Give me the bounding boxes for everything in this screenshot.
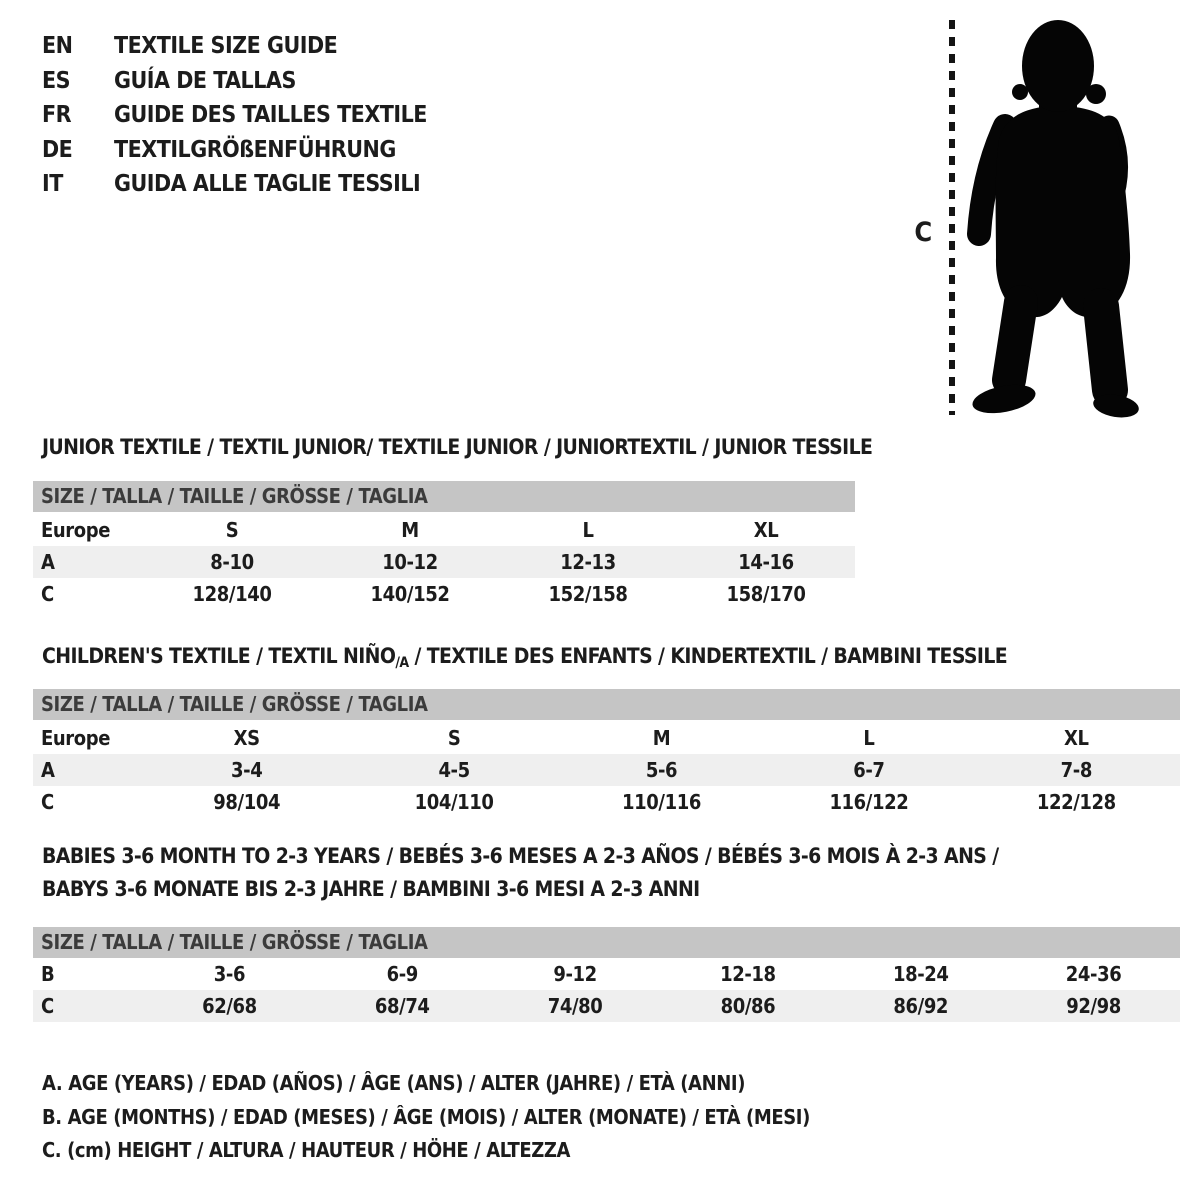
babies-months-value: 3-6	[213, 962, 246, 986]
junior-size-l: L	[582, 518, 594, 542]
row-label-c: C	[41, 790, 54, 814]
toddler-right-ear	[1086, 84, 1106, 104]
language-row-es	[42, 64, 427, 99]
language-title: GUÍA DE TALLAS	[114, 67, 296, 94]
babies-height-value: 74/80	[547, 994, 603, 1018]
language-title: TEXTILGRÖßENFÜHRUNG	[114, 136, 396, 163]
toddler-left-leg	[1009, 302, 1021, 380]
height-dashed-line-icon	[946, 18, 958, 417]
children-size-l: L	[863, 726, 875, 750]
row-label-a: A	[41, 758, 55, 782]
babies-height-value: 92/98	[1066, 994, 1121, 1018]
babies-height-value: 86/92	[893, 994, 949, 1018]
junior-row-height	[33, 578, 855, 610]
babies-row-height	[33, 990, 1180, 1022]
children-size-header-bar: SIZE / TALLA / TAILLE / GRÖSSE / TAGLIA	[33, 689, 1180, 720]
junior-size-header-bar: SIZE / TALLA / TAILLE / GRÖSSE / TAGLIA	[33, 481, 855, 512]
junior-size-xl: XL	[753, 518, 779, 542]
junior-age-value: 14-16	[738, 550, 794, 574]
children-heading-suffix: / TEXTILE DES ENFANTS / KINDERTEXTIL / BAMBINI TESSILE	[408, 644, 1008, 668]
children-size-m: M	[652, 726, 671, 750]
toddler-left-ear	[1012, 84, 1028, 100]
language-title-list	[42, 29, 427, 202]
babies-row-months	[33, 958, 1180, 990]
babies-size-header-bar: SIZE / TALLA / TAILLE / GRÖSSE / TAGLIA	[33, 927, 1180, 958]
babies-section-heading-line2: BABYS 3-6 MONATE BIS 2-3 JAHRE / BAMBINI 3-6 MESI A 2-3 ANNI	[42, 877, 700, 901]
children-columns-row	[33, 722, 1180, 754]
children-height-value: 122/128	[1036, 790, 1116, 814]
children-row-height	[33, 786, 1180, 818]
children-size-xl: XL	[1064, 726, 1089, 750]
children-size-xs: XS	[233, 726, 260, 750]
language-title: GUIDE DES TAILLES TEXTILE	[114, 102, 427, 129]
junior-columns-row	[33, 514, 855, 546]
babies-height-value: 62/68	[202, 994, 257, 1018]
children-size-s: S	[447, 726, 461, 750]
height-measure-label: C	[914, 217, 932, 248]
legend-line-c: C. (cm) HEIGHT / ALTURA / HAUTEUR / HÖHE / ALTEZZA	[42, 1138, 571, 1162]
language-row-de	[42, 133, 427, 168]
junior-row-age	[33, 546, 855, 578]
row-label-a: A	[41, 550, 55, 574]
language-code: EN	[42, 33, 73, 60]
children-age-value: 3-4	[231, 758, 263, 782]
language-code: FR	[42, 102, 72, 129]
children-age-value: 4-5	[438, 758, 470, 782]
junior-region-label: Europe	[41, 518, 111, 542]
junior-height-value: 152/158	[548, 582, 628, 606]
babies-months-value: 9-12	[553, 962, 597, 986]
babies-height-value: 80/86	[720, 994, 776, 1018]
toddler-torso	[996, 106, 1130, 317]
junior-section-heading: JUNIOR TEXTILE / TEXTIL JUNIOR/ TEXTILE JUNIOR / JUNIORTEXTIL / JUNIOR TESSILE	[42, 435, 873, 459]
junior-height-value: 140/152	[370, 582, 450, 606]
babies-section-heading-line1: BABIES 3-6 MONTH TO 2-3 YEARS / BEBÉS 3-6 MESES A 2-3 AÑOS / BÉBÉS 3-6 MOIS À 2-3 ANS /	[42, 844, 999, 868]
toddler-right-leg	[1101, 306, 1110, 390]
language-row-it	[42, 167, 427, 202]
babies-months-value: 12-18	[720, 962, 776, 986]
children-region-label: Europe	[41, 726, 111, 750]
children-row-age	[33, 754, 1180, 786]
language-title: GUIDA ALLE TAGLIE TESSILI	[114, 171, 421, 198]
junior-height-value: 158/170	[726, 582, 806, 606]
language-title: TEXTILE SIZE GUIDE	[114, 33, 338, 60]
junior-age-value: 12-13	[560, 550, 616, 574]
children-height-value: 116/122	[829, 790, 909, 814]
children-height-value: 98/104	[213, 790, 281, 814]
row-label-c: C	[41, 994, 54, 1018]
babies-months-value: 18-24	[892, 962, 949, 986]
children-heading-prefix: CHILDREN'S TEXTILE / TEXTIL NIÑO	[42, 644, 396, 668]
toddler-head	[1022, 20, 1094, 112]
legend-line-a: A. AGE (YEARS) / EDAD (AÑOS) / ÂGE (ANS) / ALTER (JAHRE) / ETÀ (ANNI)	[42, 1071, 746, 1095]
language-row-fr	[42, 98, 427, 133]
children-heading-sub: /A	[395, 655, 409, 671]
babies-months-value: 6-9	[386, 962, 418, 986]
row-label-b: B	[41, 962, 55, 986]
babies-height-value: 68/74	[374, 994, 430, 1018]
language-code: ES	[42, 67, 71, 94]
junior-size-m: M	[401, 518, 419, 542]
row-label-c: C	[41, 582, 54, 606]
children-height-value: 104/110	[414, 790, 494, 814]
children-section-heading	[42, 643, 1007, 676]
junior-age-value: 10-12	[382, 550, 438, 574]
junior-size-s: S	[225, 518, 239, 542]
junior-height-value: 128/140	[192, 582, 272, 606]
toddler-silhouette-icon	[963, 14, 1141, 420]
children-age-value: 5-6	[645, 758, 678, 782]
measure-legend	[42, 1067, 810, 1168]
junior-age-value: 8-10	[210, 550, 254, 574]
legend-line-b: B. AGE (MONTHS) / EDAD (MESES) / ÂGE (MOIS) / ALTER (MONATE) / ETÀ (MESI)	[42, 1104, 810, 1129]
language-code: DE	[42, 136, 73, 163]
language-code: IT	[42, 171, 63, 198]
children-age-value: 7-8	[1060, 758, 1092, 782]
babies-months-value: 24-36	[1065, 962, 1122, 986]
children-age-value: 6-7	[853, 758, 885, 782]
children-height-value: 110/116	[622, 790, 701, 814]
language-row-en	[42, 29, 427, 64]
